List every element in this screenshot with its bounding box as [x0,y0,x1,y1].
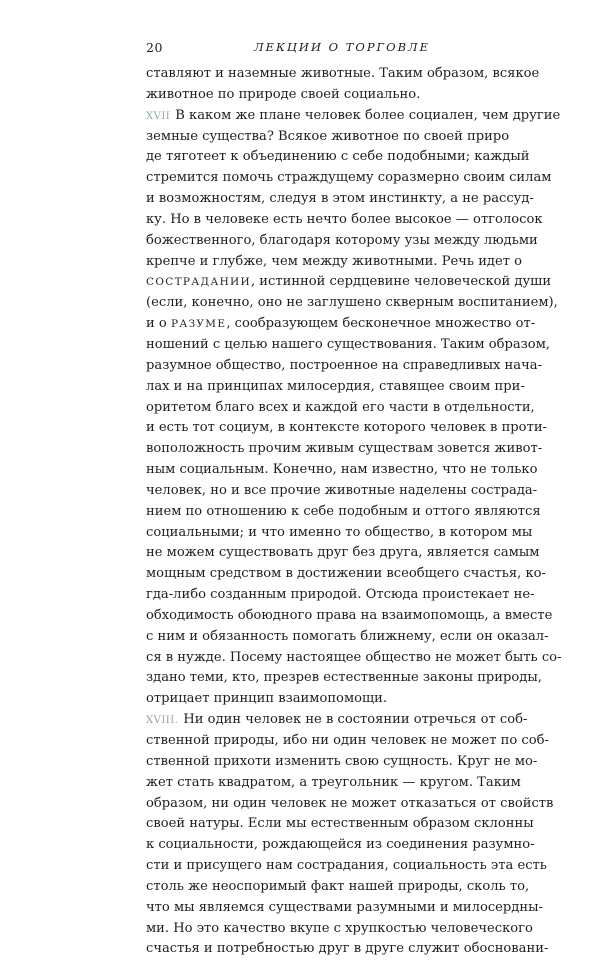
text-line [146,794,554,815]
text-line [146,939,549,960]
text-line [146,314,536,335]
line-text: лах и на принципах милосердия, ставящее своим при- [146,378,525,394]
line-text: крепче и глубже, чем между животными. Речь идет о [146,253,523,269]
text-line [146,231,538,252]
text-line [146,418,547,439]
text-line [146,564,546,585]
text-line [146,127,510,148]
line-text: В каком же плане человек более социален, чем другие [175,107,561,123]
line-text: обходимость обоюдного права на взаимопомощь, а вместе [146,607,553,623]
line-text: ственной прихоти изменить свою сущность. Круг не мо- [146,753,538,769]
text-line [146,439,543,460]
text-line [146,585,535,606]
text-line [146,877,530,898]
text-line [146,481,538,502]
line-text: своей натуры. Если мы естественным образом склонны [146,816,534,832]
text-line [146,731,549,752]
line-text: образом, ни один человек не может отказаться от свойств [146,795,554,811]
text-line [146,814,534,835]
line-text: ственной природы, ибо ни один человек не может по соб- [146,733,549,748]
line-text: ным социальным. Конечно, нам известно, что не только [146,462,538,478]
text-line [146,543,540,564]
line-text: мощным средством в достижении всеобщего счастья, ко- [146,566,546,582]
text-line [146,689,468,710]
text-line [146,272,552,293]
line-text: и возможностям, следуя в этом инстинкту, а не рассуд- [146,191,534,207]
text-line [146,293,558,314]
text-line [146,460,538,481]
text-line [146,919,533,940]
line-text: разумное общество, построенное на справедливых нача- [146,357,542,373]
text-line [146,898,543,919]
line-text: стремится помочь страждущему соразмерно своим силам [146,170,552,186]
line-text: земные существа? Всякое животное по своей приро [146,128,510,144]
body-text [146,64,562,960]
text-line [146,252,523,273]
running-header [146,40,460,56]
text-line [146,606,553,627]
line-text: отрицает принцип взаимопомощи. [146,691,388,707]
small-caps-term: РАЗУМЕ [170,318,227,331]
line-text: счастья и потребностью друг в друге служит обосновани- [146,941,549,957]
line-text: ми. Но это качество вкупе с хрупкостью человеческого [146,920,533,936]
line-text: сти и присущего нам сострадания, социальность эта есть [146,858,547,874]
text-line [146,502,541,523]
text-line [146,627,549,648]
text-line [146,335,551,356]
text-line [146,668,542,689]
text-line [146,85,468,106]
line-text: животное по природе своей социально. [146,86,421,102]
line-text: и есть тот социум, в контексте которого человек в проти- [146,420,547,436]
text-line [146,752,538,773]
line-text: здано теми, кто, презрев естественные законы природы, [146,670,542,686]
line-text: не можем существовать друг без друга, является самым [146,545,540,561]
line-text: нием по отношению к себе подобным и оттого являются [146,503,541,519]
line-text: социальными; и что именно то общество, в котором мы [146,524,533,540]
line-text: ставляют и наземные животные. Таким образом, всякое [146,66,540,81]
line-text: , сообразующем бесконечное множество от- [226,316,536,332]
text-line [146,398,535,419]
line-text: к социальности, рождающейся из соединения разумно- [146,837,535,853]
text-line [146,648,562,669]
text-line [146,64,540,85]
line-text: де тяготеет к объединению с себе подобными; каждый [146,149,530,165]
page-number: 20 [146,40,163,55]
line-text: столь же неоспоримый факт нашей природы, сколь то, [146,878,530,894]
text-line [146,210,543,231]
line-text: человек, но и все прочие животные наделены сострада- [146,482,538,498]
text-line [146,773,521,794]
small-caps-term: СОСТРАДАНИИ [146,276,251,289]
text-line [146,377,525,398]
text-line [146,356,542,377]
line-text: божественного, благодаря которому узы между людьми [146,232,538,248]
section-number: XVIII. [146,715,179,727]
text-line [146,710,528,731]
line-text: ся в нужде. Посему настоящее общество не может быть со- [146,649,562,665]
line-text: Ни один человек не в состоянии отречься от соб- [183,712,528,728]
line-text: (если, конечно, оно не заглушено скверным воспитанием), [146,295,558,311]
line-text: жет стать квадратом, а треугольник — кругом. Таким [146,774,521,790]
line-text: ку. Но в человеке есть нечто более высокое — отголосок [146,211,543,227]
section-number: XVII [146,110,171,122]
line-text: , истинной сердцевине человеческой души [250,274,552,290]
line-text: оритетом благо всех и каждой его части в отдельности, [146,399,535,415]
text-line [146,835,535,856]
line-text: что мы являемся существами разумными и милосердны- [146,899,543,915]
line-text: с ним и обязанность помогать ближнему, если он оказал- [146,628,549,644]
text-line [146,106,561,127]
text-line [146,189,534,210]
line-prefix: и о [146,316,167,332]
running-title: ЛЕКЦИИ О ТОРГОВЛЕ [254,40,431,54]
text-line [146,147,530,168]
line-text: воположность прочим живым существам зовется живот- [146,441,543,457]
text-line [146,856,547,877]
line-text: гда-либо созданным природой. Отсюда проистекает не- [146,587,535,603]
text-line [146,523,533,544]
text-line [146,168,552,189]
line-text: ношений с целью нашего существования. Таким образом, [146,336,551,352]
